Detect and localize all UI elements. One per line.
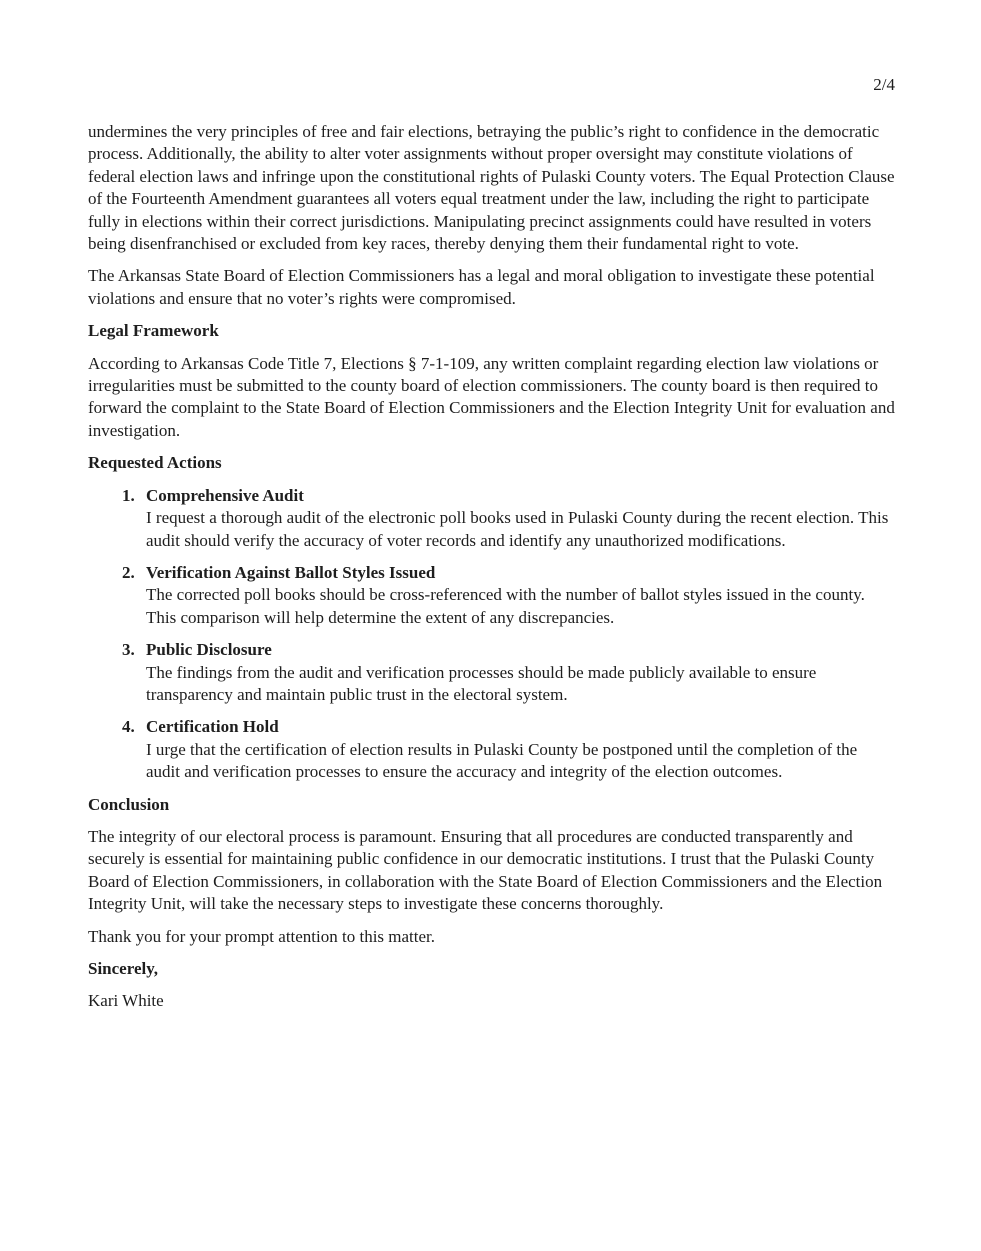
page-content (88, 74, 895, 1023)
list-item-body (146, 562, 895, 629)
list-item-title: Comprehensive Audit (146, 485, 304, 505)
list-item-body (146, 485, 895, 552)
closing-thanks: Thank you for your prompt attention to this matter. (88, 926, 436, 946)
section-heading-requested-actions: Requested Actions (88, 453, 222, 473)
list-item-text: I request a thorough audit of the electronic poll books used in Pulaski County during the recent election. This audit should verify the accuracy of voter records and identify any unauthorized modifications. (146, 508, 889, 550)
list-item-body (146, 716, 895, 783)
list-item-number: 1. (122, 485, 135, 505)
list-item-number: 2. (122, 562, 135, 582)
legal-framework-paragraph: According to Arkansas Code Title 7, Elections § 7-1-109, any written complaint regarding election law violations or irregularities must be submitted to the county board of election commissioners. The county board is then required to forward the complaint to the State Board of Election Commissioners and the Election Integrity Unit for evaluation and investigation. (88, 353, 895, 440)
section-heading-conclusion: Conclusion (88, 794, 170, 814)
list-item-number: 4. (122, 717, 135, 737)
list-item-certification-hold (122, 716, 895, 783)
list-item-text: I urge that the certification of election results in Pulaski County be postponed until the completion of the audit and verification processes to ensure the accuracy and integrity of the election outcomes. (146, 739, 858, 782)
page-number: 2/4 (873, 75, 895, 94)
list-item-title: Public Disclosure (146, 640, 272, 660)
list-item-public-disclosure (122, 639, 895, 706)
conclusion-paragraph: The integrity of our electoral process is paramount. Ensuring that all procedures are conducted transparently and securely is essential for maintaining public confidence in our democratic institutions. I trust that the Pulaski County Board of Election Commissioners, in collaboration with the State Board of Election Commissioners and the Election Integrity Unit, will take the necessary steps to investigate these concerns thoroughly. (88, 826, 883, 914)
list-item-text: The findings from the audit and verification processes should be made publicly available to ensure transparency and maintain public trust in the electoral system. (146, 662, 817, 704)
signature-name: Kari White (88, 991, 164, 1011)
list-item-body (146, 639, 895, 706)
requested-actions-list (122, 485, 895, 784)
section-heading-legal-framework: Legal Framework (88, 321, 219, 341)
list-item-title: Certification Hold (146, 717, 279, 737)
intro-paragraph-2: The Arkansas State Board of Election Commissioners has a legal and moral obligation to investigate these potential violations and ensure that no voter’s rights were compromised. (88, 266, 875, 308)
closing-signoff: Sincerely, (88, 959, 159, 978)
list-item-number: 3. (122, 640, 135, 660)
list-item-text: The corrected poll books should be cross-referenced with the number of ballot styles issued in the county. This comparison will help determine the extent of any discrepancies. (146, 585, 865, 627)
intro-paragraph-1: undermines the very principles of free and fair elections, betraying the public’s right to confidence in the democratic process. Additionally, the ability to alter voter assignments without proper oversight may constitute violations of federal election laws and infringe upon the constitutional rights of Pulaski County voters. The Equal Protection Clause of the Fourteenth Amendment guarantees all voters equal treatment under the law, including the right to participate fully in elections within their correct jurisdictions. Manipulating precinct assignments could have resulted in voters being disenfranchised or excluded from key races, thereby denying them their fundamental right to vote. (88, 122, 895, 254)
list-item-verification-ballot-styles (122, 562, 895, 629)
list-item-comprehensive-audit (122, 485, 895, 552)
list-item-title: Verification Against Ballot Styles Issued (146, 562, 436, 582)
